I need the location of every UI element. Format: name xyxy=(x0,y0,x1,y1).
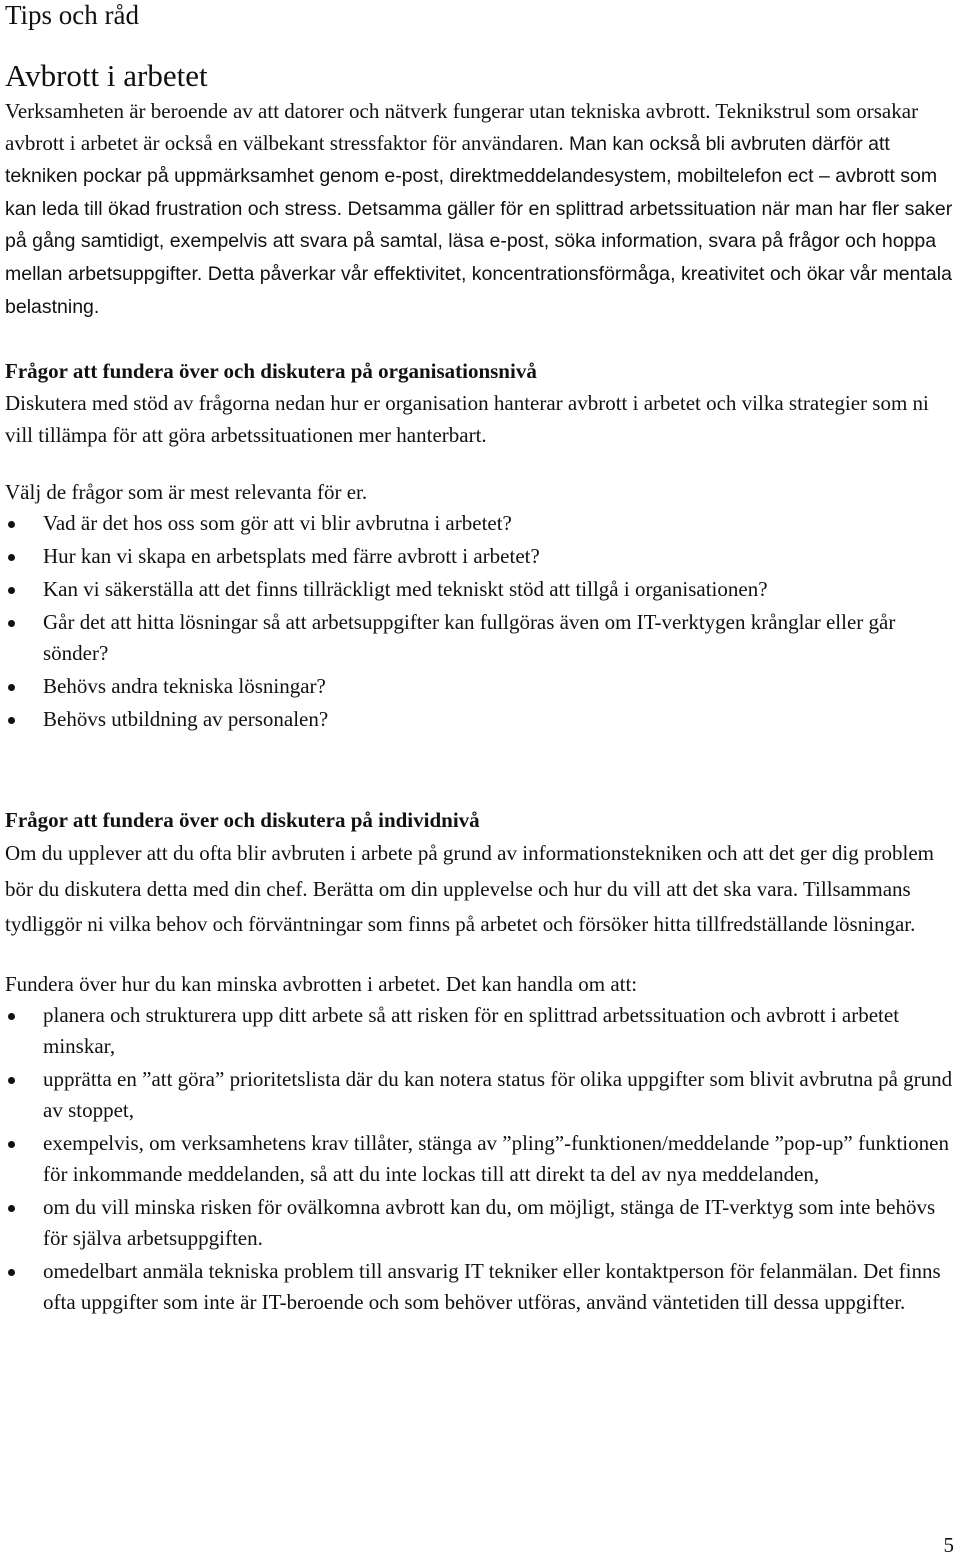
org-choose-paragraph: Välj de frågor som är mest relevanta för er. xyxy=(5,480,368,505)
list-item xyxy=(5,704,957,735)
section-title: Avbrott i arbetet xyxy=(5,58,208,93)
org-question-list xyxy=(5,508,957,735)
bullet-icon xyxy=(8,1269,15,1276)
list-item-text: planera och strukturera upp ditt arbete så att risken för en splittrad arbetssituation och avbrott i arbetet minskar, xyxy=(43,1002,900,1058)
intro-paragraph xyxy=(5,96,957,323)
bullet-icon xyxy=(8,587,15,594)
list-item xyxy=(5,1128,957,1190)
list-item xyxy=(5,607,957,669)
bullet-icon xyxy=(8,717,15,724)
list-item xyxy=(5,1000,957,1062)
page-number: 5 xyxy=(943,1533,954,1557)
list-item-text: Behövs andra tekniska lösningar? xyxy=(43,674,326,699)
bullet-icon xyxy=(8,620,15,627)
list-item xyxy=(5,574,957,605)
bullet-icon xyxy=(8,1141,15,1148)
list-item-text: Behövs utbildning av personalen? xyxy=(43,707,329,732)
bullet-icon xyxy=(8,1077,15,1084)
org-discussion-paragraph: Diskutera med stöd av frågorna nedan hur er organisation hanterar avbrott i arbetet och vilka strategier som ni vill tillämpa för att göra arbetssituationen mer hanterbart. xyxy=(5,391,929,448)
individual-consider-paragraph: Fundera över hur du kan minska avbrotten i arbetet. Det kan handla om att: xyxy=(5,971,638,996)
list-item-text: Går det att hitta lösningar så att arbetsuppgifter kan fullgöras även om IT-verktygen krånglar eller går sönder? xyxy=(43,610,896,666)
list-item xyxy=(5,1064,957,1126)
individual-paragraph: Om du upplever att du ofta blir avbruten i arbete på grund av informationstekniken och att det ger dig problem bör du diskutera detta med din chef. Berätta om din upplevelse och hur du vill att det ska vara. Tillsammans tydliggör ni vilka behov och förväntningar som finns på arbetet och försöker hitta tillfredställande lösningar. xyxy=(5,841,934,937)
list-item-text: upprätta en ”att göra” prioritetslista där du kan notera status för olika uppgifter som blivit avbrutna på grund av stoppet, xyxy=(43,1066,953,1122)
org-heading: Frågor att fundera över och diskutera på organisationsnivå xyxy=(5,359,537,384)
list-item-text: exempelvis, om verksamhetens krav tillåter, stänga av ”pling”-funktionen/meddelande ”pop-up” funktionen för inkommande meddelanden, så att du inte lockas till att direkt ta del av nya meddelanden, xyxy=(43,1130,949,1186)
intro-serif-text: Verksamheten är beroende av att datorer och nätverk fungerar utan tekniska avbrott. Teknikstrul som orsakar avbrott i arbetet är också en välbekant stressfaktor för användaren. xyxy=(5,99,919,155)
individual-heading: Frågor att fundera över och diskutera på individnivå xyxy=(5,808,480,833)
list-item-text: Kan vi säkerställa att det finns tillräckligt med tekniskt stöd att tillgå i organisationen? xyxy=(43,577,768,602)
bullet-icon xyxy=(8,554,15,561)
list-item-text: Vad är det hos oss som gör att vi blir avbrutna i arbetet? xyxy=(43,511,512,536)
list-item xyxy=(5,508,957,539)
bullet-icon xyxy=(8,1013,15,1020)
bullet-icon xyxy=(8,684,15,691)
list-item xyxy=(5,1192,957,1254)
list-item-text: Hur kan vi skapa en arbetsplats med färre avbrott i arbetet? xyxy=(43,544,540,569)
intro-sans-text: Man kan också bli avbruten därför att tekniken pockar på uppmärksamhet genom e-post, direktmeddelandesystem, mobiltelefon ect – avbrott som kan leda till ökad frustration och stress. Detsamma gäller för en splittrad arbetssituation när man har fler saker på gång samtidigt, exempelvis att svara på samtal, läsa e-post, söka information, svara på frågor och hoppa mellan arbetsuppgifter. Detta påverkar vår effektivitet, koncentrationsförmåga, kreativitet och ökar vår mentala belastning. xyxy=(5,132,953,318)
bullet-icon xyxy=(8,521,15,528)
list-item xyxy=(5,541,957,572)
list-item-text: omedelbart anmäla tekniska problem till ansvarig IT tekniker eller kontaktperson för felanmälan. Det finns ofta uppgifter som inte är IT-beroende och som behöver utföras, använd väntetiden till dessa uppgifter. xyxy=(43,1258,941,1314)
bullet-icon xyxy=(8,1205,15,1212)
list-item-text: om du vill minska risken för ovälkomna avbrott kan du, om möjligt, stänga de IT-verktyg som inte behövs för själva arbetsuppgiften. xyxy=(43,1194,936,1250)
individual-tips-list xyxy=(5,1000,957,1318)
list-item xyxy=(5,671,957,702)
document-page xyxy=(5,0,957,1320)
document-header: Tips och råd xyxy=(5,0,140,30)
list-item xyxy=(5,1256,957,1318)
